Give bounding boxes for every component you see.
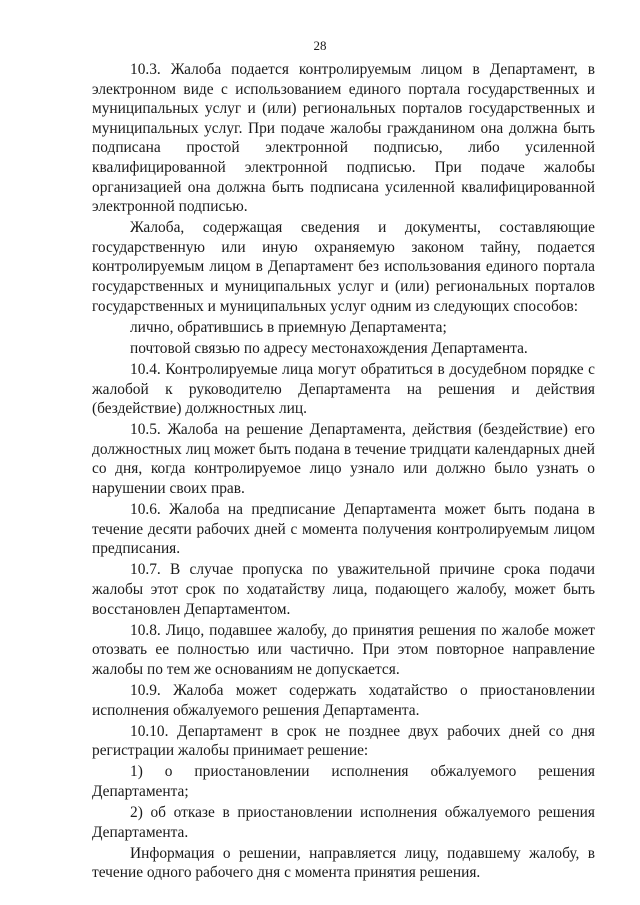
paragraph-method-post: почтовой связью по адресу местонахождения Департамента. — [130, 339, 528, 357]
paragraph-10-3: 10.3. Жалоба подается контролируемым лицом в Департамент, в электронном виде с использованием единого портала государственных и муниципальных услуг и (или) региональных порталов государственных и муниципальных услуг. При подаче жалобы гражданином она должна быть подписана простой электронной подписью, либо усиленной квалифицированной электронной подписью. При подаче жалобы организацией она должна быть подписана усиленной квалифицированной электронной подписью. — [92, 61, 595, 216]
paragraph-decision-2: 2) об отказе в приостановлении исполнения обжалуемого решения Департамента. — [92, 803, 595, 841]
paragraph-decision-1: 1) о приостановлении исполнения обжалуемого решения Департамента; — [92, 763, 595, 800]
document-body — [92, 60, 595, 884]
paragraph-10-10: 10.10. Департамент в срок не позднее двух рабочих дней со дня регистрации жалобы принимает решение: — [92, 722, 595, 760]
paragraph-10-4: 10.4. Контролируемые лица могут обратиться в досудебном порядке с жалобой к руководителю Департамента на решения и действия (бездействие) должностных лиц. — [92, 360, 595, 418]
paragraph-decision-info: Информация о решении, направляется лицу, подавшему жалобу, в течение одного рабочего дня с момента принятия решения. — [92, 844, 595, 882]
paragraph-10-5: 10.5. Жалоба на решение Департамента, действия (бездействие) его должностных лиц может быть подана в течение тридцати календарных дней со дня, когда контролируемое лицо узнало или должно было узнать о нарушении своих прав. — [92, 421, 595, 497]
page-number: 28 — [313, 38, 327, 53]
paragraph-method-in-person: лично, обратившись в приемную Департамента; — [130, 318, 447, 336]
paragraph-10-8: 10.8. Лицо, подавшее жалобу, до принятия решения по жалобе может отозвать ее полностью или частично. При этом повторное направление жалобы по тем же основаниям не допускается. — [92, 621, 595, 678]
paragraph-10-7: 10.7. В случае пропуска по уважительной причине срока подачи жалобы этот срок по ходатайству лица, подающего жалобу, может быть восстановлен Департаментом. — [92, 561, 595, 618]
paragraph-10-9: 10.9. Жалоба может содержать ходатайство о приостановлении исполнения обжалуемого решения Департамента. — [92, 681, 595, 719]
paragraph-secret-complaint: Жалоба, содержащая сведения и документы, составляющие государственную или иную охраняемую законом тайну, подается контролируемым лицом в Департамент без использования единого портала государственных и муниципальных услуг и (или) региональных порталов государственных и муниципальных услуг одним из следующих способов: — [92, 219, 595, 315]
paragraph-10-6: 10.6. Жалоба на предписание Департамента может быть подана в течение десяти рабочих дней с момента получения контролируемым лицом предписания. — [92, 501, 595, 558]
